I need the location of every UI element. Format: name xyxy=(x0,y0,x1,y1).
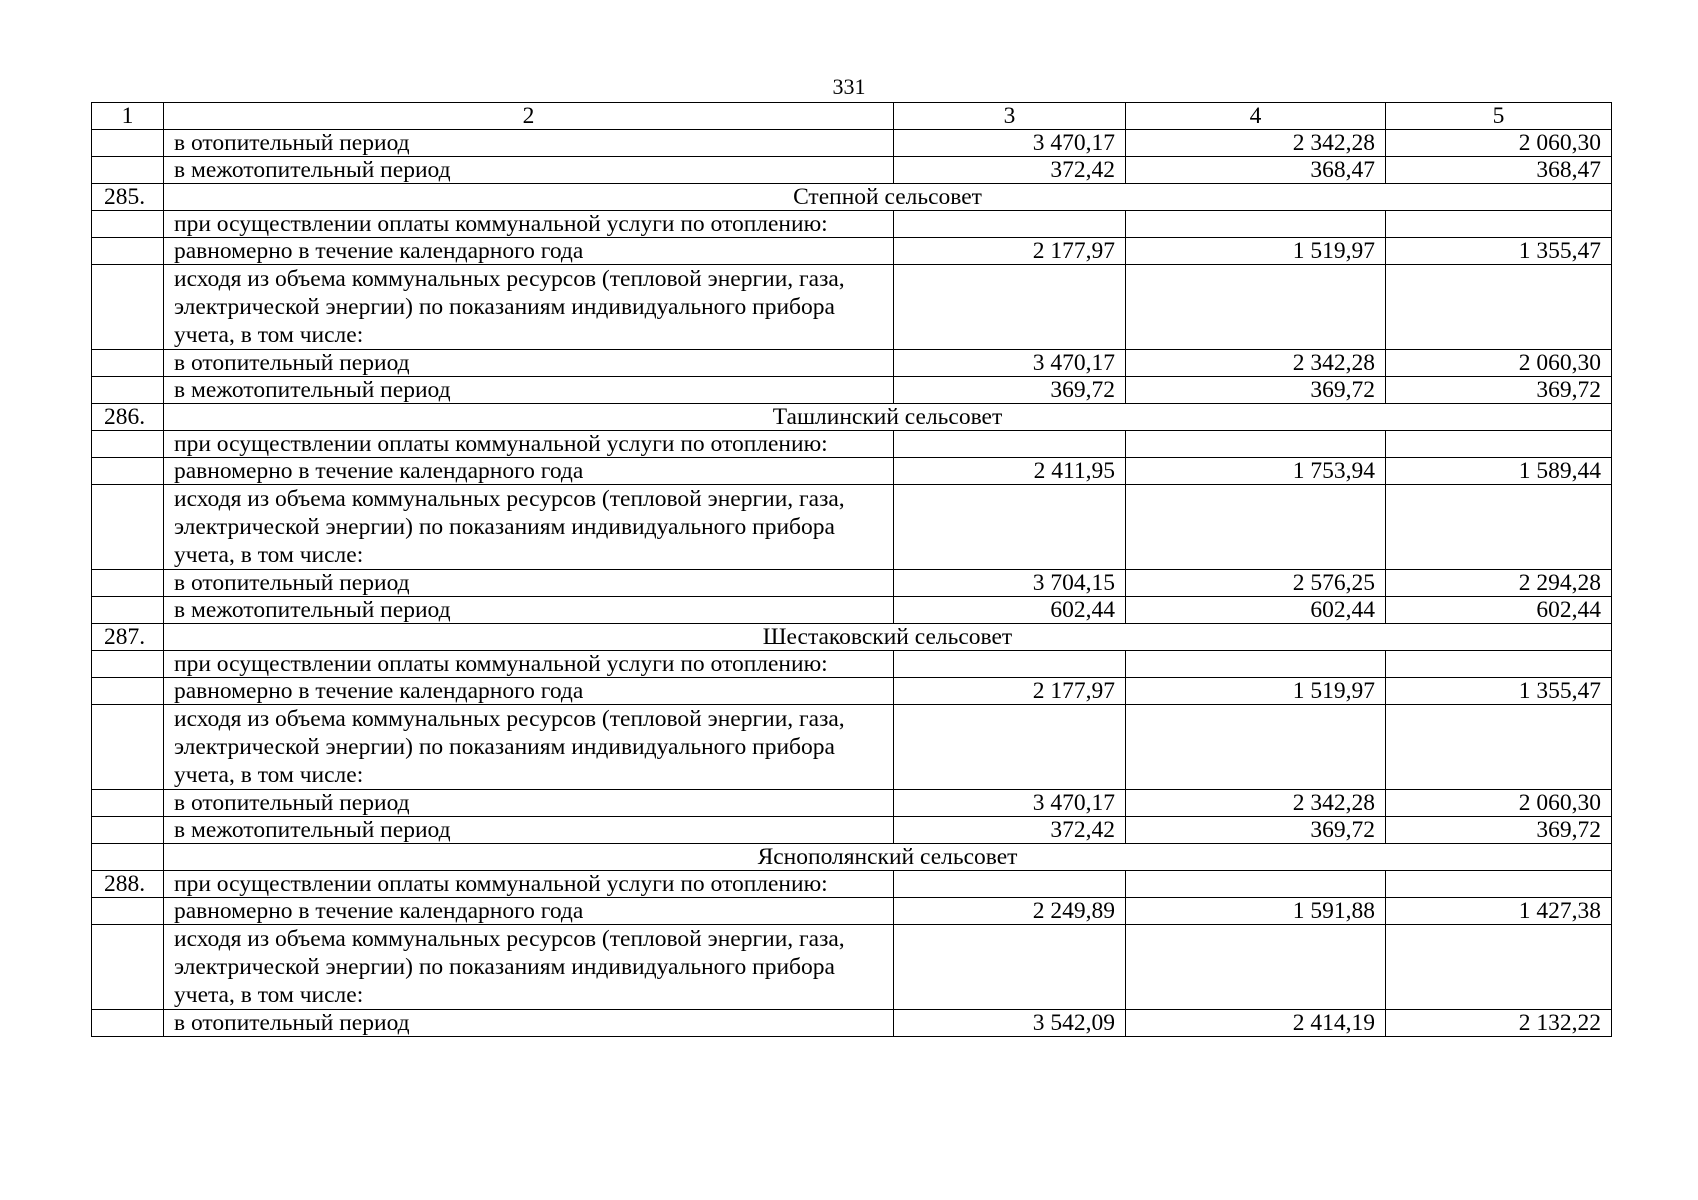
value-col-5 xyxy=(1386,925,1612,1010)
row-label: в межотопительный период xyxy=(164,817,894,844)
row-label: в отопительный период xyxy=(164,790,894,817)
section-title: Степной сельсовет xyxy=(164,184,1612,211)
row-number xyxy=(92,705,164,790)
section-row xyxy=(92,404,1612,431)
value-col-4: 2 576,25 xyxy=(1126,570,1386,597)
row-number xyxy=(92,377,164,404)
table-row xyxy=(92,1010,1612,1037)
table-row xyxy=(92,130,1612,157)
value-col-3: 372,42 xyxy=(894,817,1126,844)
table-row xyxy=(92,651,1612,678)
value-col-5: 2 132,22 xyxy=(1386,1010,1612,1037)
value-col-4 xyxy=(1126,925,1386,1010)
table-body xyxy=(92,103,1612,1037)
value-col-3 xyxy=(894,705,1126,790)
row-number xyxy=(92,570,164,597)
table-row xyxy=(92,485,1612,570)
table-row xyxy=(92,265,1612,350)
value-col-5: 1 427,38 xyxy=(1386,898,1612,925)
row-number xyxy=(92,458,164,485)
value-col-5 xyxy=(1386,485,1612,570)
value-col-5: 1 589,44 xyxy=(1386,458,1612,485)
value-col-4: 602,44 xyxy=(1126,597,1386,624)
value-col-3 xyxy=(894,651,1126,678)
row-number xyxy=(92,350,164,377)
value-col-4: 2 342,28 xyxy=(1126,790,1386,817)
table-row xyxy=(92,597,1612,624)
header-col-4: 4 xyxy=(1126,103,1386,130)
value-col-3 xyxy=(894,211,1126,238)
table-row xyxy=(92,157,1612,184)
value-col-3: 3 470,17 xyxy=(894,790,1126,817)
value-col-3: 2 177,97 xyxy=(894,678,1126,705)
row-label: в отопительный период xyxy=(164,570,894,597)
row-label: равномерно в течение календарного года xyxy=(164,678,894,705)
value-col-5: 2 060,30 xyxy=(1386,790,1612,817)
row-number xyxy=(92,265,164,350)
value-col-3 xyxy=(894,431,1126,458)
value-col-4 xyxy=(1126,211,1386,238)
row-label: в отопительный период xyxy=(164,1010,894,1037)
row-label: равномерно в течение календарного года xyxy=(164,898,894,925)
value-col-3: 2 249,89 xyxy=(894,898,1126,925)
value-col-3: 2 411,95 xyxy=(894,458,1126,485)
value-col-4 xyxy=(1126,431,1386,458)
value-col-4: 1 591,88 xyxy=(1126,898,1386,925)
row-number xyxy=(92,844,164,871)
section-row xyxy=(92,184,1612,211)
row-number xyxy=(92,157,164,184)
table-row xyxy=(92,790,1612,817)
row-label: равномерно в течение календарного года xyxy=(164,238,894,265)
row-number xyxy=(92,431,164,458)
value-col-4 xyxy=(1126,705,1386,790)
value-col-5 xyxy=(1386,211,1612,238)
value-col-4: 1 519,97 xyxy=(1126,238,1386,265)
value-col-4 xyxy=(1126,651,1386,678)
value-col-5 xyxy=(1386,705,1612,790)
value-col-3: 3 470,17 xyxy=(894,130,1126,157)
tariff-table xyxy=(91,102,1612,1037)
row-label: в отопительный период xyxy=(164,130,894,157)
section-row xyxy=(92,844,1612,871)
section-row xyxy=(92,624,1612,651)
table-row xyxy=(92,211,1612,238)
value-col-5: 1 355,47 xyxy=(1386,238,1612,265)
header-col-2: 2 xyxy=(164,103,894,130)
value-col-4: 2 342,28 xyxy=(1126,350,1386,377)
value-col-5: 368,47 xyxy=(1386,157,1612,184)
row-number: 285. xyxy=(92,184,164,211)
row-label: исходя из объема коммунальных ресурсов (тепловой энергии, газа, электрической энергии) по показаниям индивидуального прибора учета, в том числе: xyxy=(164,925,894,1010)
value-col-5: 2 294,28 xyxy=(1386,570,1612,597)
table-row xyxy=(92,678,1612,705)
row-label: при осуществлении оплаты коммунальной услуги по отоплению: xyxy=(164,211,894,238)
value-col-5: 602,44 xyxy=(1386,597,1612,624)
value-col-5 xyxy=(1386,265,1612,350)
row-label: при осуществлении оплаты коммунальной услуги по отоплению: xyxy=(164,871,894,898)
table-row xyxy=(92,377,1612,404)
header-col-3: 3 xyxy=(894,103,1126,130)
row-label: исходя из объема коммунальных ресурсов (тепловой энергии, газа, электрической энергии) по показаниям индивидуального прибора учета, в том числе: xyxy=(164,485,894,570)
value-col-3: 602,44 xyxy=(894,597,1126,624)
row-number xyxy=(92,211,164,238)
row-label: при осуществлении оплаты коммунальной услуги по отоплению: xyxy=(164,431,894,458)
value-col-5 xyxy=(1386,431,1612,458)
table-row xyxy=(92,817,1612,844)
table-row xyxy=(92,350,1612,377)
value-col-3: 372,42 xyxy=(894,157,1126,184)
value-col-3 xyxy=(894,871,1126,898)
section-title: Яснополянский сельсовет xyxy=(164,844,1612,871)
value-col-5: 1 355,47 xyxy=(1386,678,1612,705)
row-number xyxy=(92,790,164,817)
row-number xyxy=(92,898,164,925)
row-label: исходя из объема коммунальных ресурсов (тепловой энергии, газа, электрической энергии) по показаниям индивидуального прибора учета, в том числе: xyxy=(164,705,894,790)
table-row xyxy=(92,238,1612,265)
value-col-3 xyxy=(894,925,1126,1010)
row-label: при осуществлении оплаты коммунальной услуги по отоплению: xyxy=(164,651,894,678)
value-col-5 xyxy=(1386,651,1612,678)
row-label: в межотопительный период xyxy=(164,377,894,404)
value-col-4: 2 414,19 xyxy=(1126,1010,1386,1037)
row-number xyxy=(92,925,164,1010)
table-row xyxy=(92,431,1612,458)
value-col-5: 369,72 xyxy=(1386,377,1612,404)
page-number: 331 xyxy=(832,74,866,99)
value-col-3: 3 542,09 xyxy=(894,1010,1126,1037)
table-header-row xyxy=(92,103,1612,130)
value-col-4: 369,72 xyxy=(1126,817,1386,844)
header-col-5: 5 xyxy=(1386,103,1612,130)
value-col-3: 3 704,15 xyxy=(894,570,1126,597)
table-row xyxy=(92,458,1612,485)
row-number: 286. xyxy=(92,404,164,431)
row-label: равномерно в течение календарного года xyxy=(164,458,894,485)
value-col-4: 368,47 xyxy=(1126,157,1386,184)
row-number xyxy=(92,678,164,705)
value-col-3: 2 177,97 xyxy=(894,238,1126,265)
value-col-3: 3 470,17 xyxy=(894,350,1126,377)
section-title: Шестаковский сельсовет xyxy=(164,624,1612,651)
table-row xyxy=(92,898,1612,925)
row-label: в межотопительный период xyxy=(164,597,894,624)
row-number xyxy=(92,1010,164,1037)
value-col-4: 1 753,94 xyxy=(1126,458,1386,485)
value-col-5 xyxy=(1386,871,1612,898)
row-label: в межотопительный период xyxy=(164,157,894,184)
table-row xyxy=(92,570,1612,597)
table-row xyxy=(92,871,1612,898)
value-col-4 xyxy=(1126,265,1386,350)
row-number xyxy=(92,485,164,570)
row-number xyxy=(92,817,164,844)
row-number: 287. xyxy=(92,624,164,651)
value-col-3 xyxy=(894,265,1126,350)
header-col-1: 1 xyxy=(92,103,164,130)
table-row xyxy=(92,705,1612,790)
value-col-5: 369,72 xyxy=(1386,817,1612,844)
row-number xyxy=(92,238,164,265)
table-row xyxy=(92,925,1612,1010)
row-number xyxy=(92,597,164,624)
value-col-5: 2 060,30 xyxy=(1386,350,1612,377)
value-col-3: 369,72 xyxy=(894,377,1126,404)
row-number xyxy=(92,130,164,157)
value-col-5: 2 060,30 xyxy=(1386,130,1612,157)
value-col-4: 369,72 xyxy=(1126,377,1386,404)
value-col-4: 2 342,28 xyxy=(1126,130,1386,157)
row-number xyxy=(92,651,164,678)
value-col-4 xyxy=(1126,871,1386,898)
value-col-3 xyxy=(894,485,1126,570)
row-number: 288. xyxy=(92,871,164,898)
value-col-4: 1 519,97 xyxy=(1126,678,1386,705)
value-col-4 xyxy=(1126,485,1386,570)
section-title: Ташлинский сельсовет xyxy=(164,404,1612,431)
row-label: в отопительный период xyxy=(164,350,894,377)
row-label: исходя из объема коммунальных ресурсов (тепловой энергии, газа, электрической энергии) по показаниям индивидуального прибора учета, в том числе: xyxy=(164,265,894,350)
